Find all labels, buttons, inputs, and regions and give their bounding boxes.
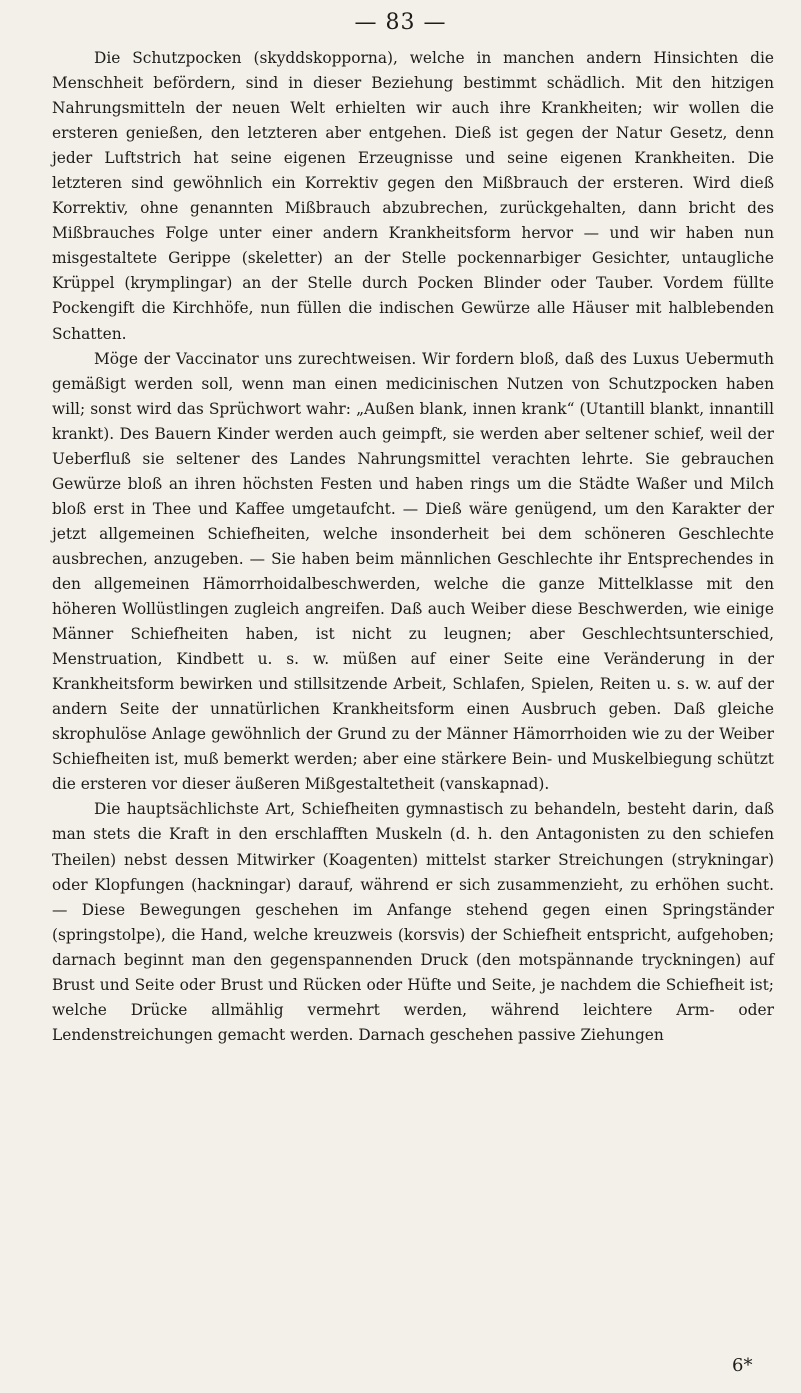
signature-mark: 6* (732, 1355, 753, 1376)
paragraph: Möge der Vaccinator uns zurechtweisen. Wir fordern bloß, daß des Luxus Uebermuth gemäßigt werden soll, wenn man einen medicinischen Nutzen von Schutzpocken haben will; sonst wird das Sprüchwort wahr: „Außen blank, innen krank“ (Utantill blankt, innantill krankt). Des Bauern Kinder werden auch geimpft, sie werden aber seltener schief, weil der Ueberfluß sie seltener des Landes Nahrungsmittel verachten lehrte. Sie gebrauchen Gewürze bloß an ihren höchsten Festen und haben rings um die Städte Waßer und Milch bloß erst in Thee und Kaffee umgetaufcht. — Dieß wäre genügend, um den Karakter der jetzt allgemeinen Schiefheiten, welche insonderheit bei dem schöneren Geschlechte ausbrechen, anzugeben. — Sie haben beim männlichen Geschlechte ihr Entsprechendes in den allgemeinen Hämorrhoidalbeschwerden, welche die ganze Mittelklasse mit den höheren Wollüstlingen zugleich angreifen. Daß auch Weiber diese Beschwerden, wie einige Männer Schiefheiten haben, ist nicht zu leugnen; aber Geschlechtsunterschied, Menstruation, Kindbett u. s. w. müßen auf einer Seite eine Veränderung in der Krankheitsform bewirken und stillsitzende Arbeit, Schlafen, Spielen, Reiten u. s. w. auf der andern Seite der unnatürlichen Krankheitsform einen Ausbruch geben. Daß gleiche skrophulöse Anlage gewöhnlich der Grund zu der Männer Hämorrhoiden wie zu der Weiber Schiefheiten ist, muß bemerkt werden; aber eine stärkere Bein- und Muskelbiegung schützt die ersteren vor dieser äußeren Mißgestaltetheit (vanskapnad). (52, 349, 774, 794)
paragraph: Die Schutzpocken (skyddskopporna), welche in manchen andern Hinsichten die Menschheit befördern, sind in dieser Beziehung bestimmt schädlich. Mit den hitzigen Nahrungsmitteln der neuen Welt erhielten wir auch ihre Krankheiten; wir wollen die ersteren genießen, den letzteren aber entgehen. Dieß ist gegen der Natur Gesetz, denn jeder Luftstrich hat seine eigenen Erzeugnisse und seine eigenen Krankheiten. Die letzteren sind gewöhnlich ein Korrektiv gegen den Mißbrauch der ersteren. Wird dieß Korrektiv, ohne genannten Mißbrauch abzubrechen, zurückgehalten, dann bricht des Mißbrauches Folge unter einer andern Krankheitsform hervor — und wir haben nun misgestaltete Gerippe (skeletter) an der Stelle pockennarbiger Gesichter, untaugliche Krüppel (krymplingar) an der Stelle durch Pocken Blinder oder Tauber. Vordem füllte Pockengift die Kirchhöfe, nun füllen die indischen Gewürze alle Häuser mit halblebenden Schatten. (52, 49, 774, 343)
paragraph: Die hauptsächlichste Art, Schiefheiten gymnastisch zu behandeln, besteht darin, daß man stets die Kraft in den erschlafften Muskeln (d. h. den Antagonisten zu den schiefen Theilen) nebst dessen Mitwirker (Koagenten) mittelst starker Streichungen (stryknіngar) oder Klopfungen (hackningar) darauf, während er sich zusammenzieht, zu erhöhen sucht. — Diese Bewegungen geschehen im Anfange stehend gegen einen Springständer (springstolpe), die Hand, welche kreuzweis (korsvis) der Schiefheit entspricht, aufgehoben; darnach beginnt man den gegenspannenden Druck (den motspännande tryckningen) auf Brust und Seite oder Brust und Rücken oder Hüfte und Seite, je nachdem die Schiefheit ist; welche Drücke allmählig vermehrt werden, während leichtere Arm- oder Lendenstreichungen gemacht werden. Darnach geschehen passive Ziehungen (52, 800, 774, 1044)
page-number: — 83 — (354, 10, 447, 35)
body-text (52, 46, 774, 1048)
